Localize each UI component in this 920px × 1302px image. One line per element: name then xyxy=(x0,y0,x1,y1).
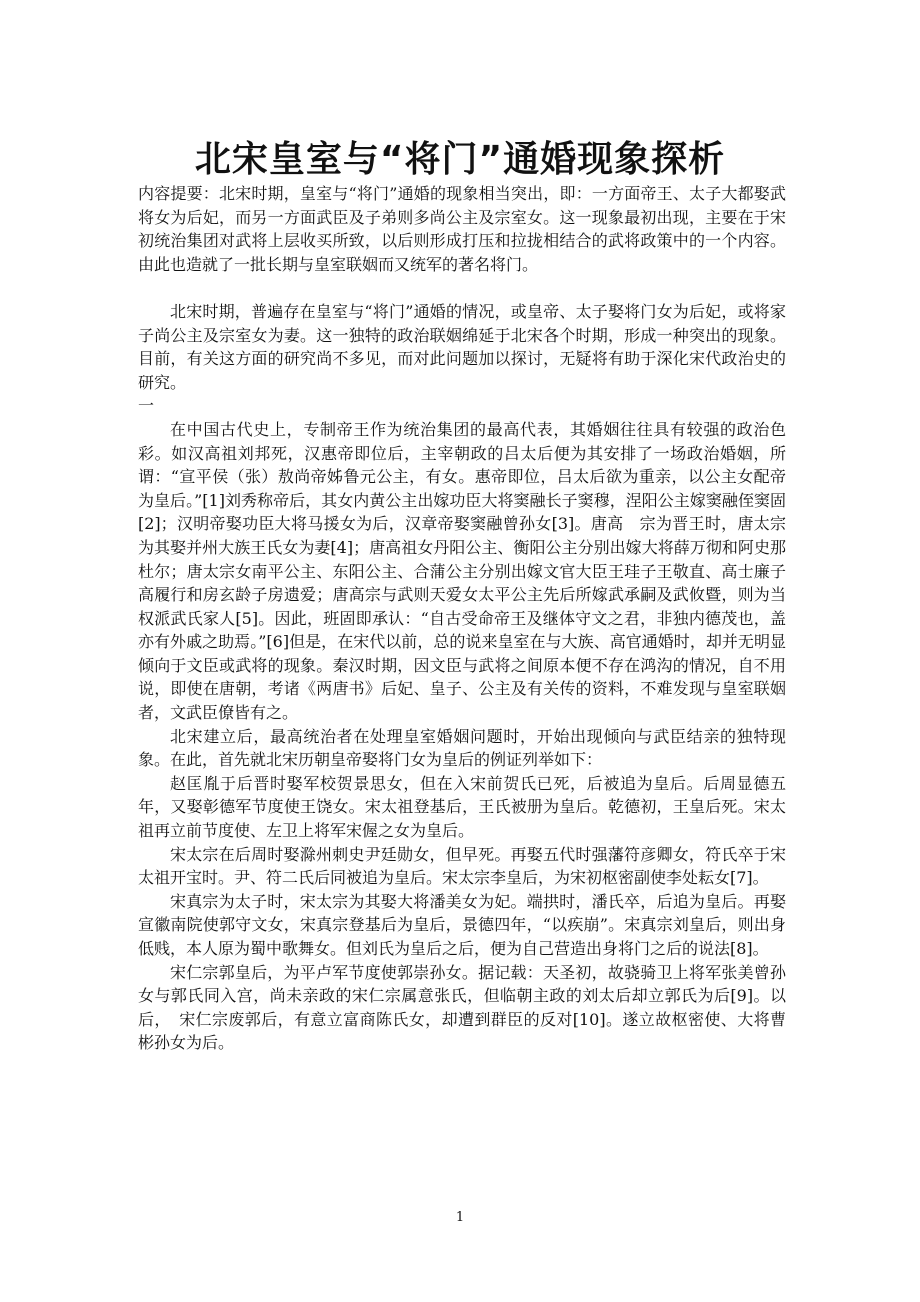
paragraph: 宋太宗在后周时娶滁州刺史尹廷勋女，但早死。再娶五代时强藩符彦卿女，符氏卒于宋太祖开宝时。尹、符二氏后同被追为皇后。宋太宗李皇后，为宋初枢密副使李处耘女[7]。 xyxy=(138,844,786,888)
document-body xyxy=(138,182,786,1055)
paragraph: 宋仁宗郭皇后，为平卢军节度使郭崇孙女。据记载：天圣初，故骁骑卫上将军张美曾孙女与郭氏同入宫，尚未亲政的宋仁宗属意张氏，但临朝主政的刘太后却立郭氏为后[9]。以后， 宋仁宗废郭后，有意立富商陈氏女，却遭到群臣的反对[10]。遂立故枢密使、大将曹彬孙女为后。 xyxy=(138,962,786,1053)
paragraph: 宋真宗为太子时，宋太宗为其娶大将潘美女为妃。端拱时，潘氏卒，后追为皇后。再娶宣徽南院使郭守文女，宋真宗登基后为皇后，景德四年，“以疾崩”。宋真宗刘皇后，则出身低贱，本人原为蜀中歌舞女。但刘氏为皇后之后，便为自己营造出身将门之后的说法[8]。 xyxy=(138,891,786,958)
page-title: 北宋皇室与“将门”通婚现象探析 xyxy=(194,139,726,181)
paragraph: 北宋建立后，最高统治者在处理皇室婚姻问题时，开始出现倾向与武臣结亲的独特现象。在此，首先就北宋历朝皇帝娶将门女为皇后的例证列举如下： xyxy=(138,726,786,770)
section-number: 一 xyxy=(138,396,155,416)
paragraph: 在中国古代史上，专制帝王作为统治集团的最高代表，其婚姻往往具有较强的政治色彩。如汉高祖刘邦死，汉惠帝即位后，主宰朝政的吕太后便为其安排了一场政治婚姻，所谓：“宣平侯（张）敖尚帝姊鲁元公主，有女。惠帝即位，吕太后欲为重亲，以公主女配帝为皇后。”[1]刘秀称帝后，其女内黄公主出嫁功臣大将窦融长子窦穆，涅阳公主嫁窦融侄窦固[2]；汉明帝娶功臣大将马援女为后，汉章帝娶窦融曾孙女[3]。唐高 宗为晋王时，唐太宗为其娶并州大族王氏女为妻[4]；唐高祖女丹阳公主、衡阳公主分别出嫁大将薛万彻和阿史那杜尔；唐太宗女南平公主、东阳公主、合蒲公主分别出嫁文官大臣王珪子王敬直、高士廉子高履行和房玄龄子房遗爱；唐高宗与武则天爱女太平公主先后所嫁武承嗣及武攸暨，则为当权派武氏家人[5]。因此，班固即承认：“自古受命帝王及继体守文之君，非独内德茂也，盖亦有外戚之助焉。”[6]但是，在宋代以前，总的说来皇室在与大族、高官通婚时，却并无明显倾向于文臣或武将的现象。秦汉时期，因文臣与武将之间原本便不存在鸿沟的情况，自不用说，即使在唐朝，考诸《两唐书》后妃、皇子、公主及有关传的资料，不难发现与皇室联姻者，文武臣僚皆有之。 xyxy=(138,419,786,723)
paragraph-intro: 北宋时期，普遍存在皇室与“将门”通婚的情况，或皇帝、太子娶将门女为后妃，或将家子尚公主及宗室女为妻。这一独特的政治联姻绵延于北宋各个时期，形成一种突出的现象。目前，有关这方面的研究尚不多见，而对此问题加以探讨，无疑将有助于深化宋代政治史的研究。 xyxy=(138,301,786,392)
paragraph: 赵匡胤于后晋时娶军校贺景思女，但在入宋前贺氏已死，后被追为皇后。后周显德五年，又娶彰德军节度使王饶女。宋太祖登基后，王氏被册为皇后。乾德初，王皇后死。宋太祖再立前节度使、左卫上将军宋偓之女为皇后。 xyxy=(138,773,786,841)
page-number: 1 xyxy=(455,1210,465,1225)
abstract: 内容提要：北宋时期，皇室与“将门”通婚的现象相当突出，即：一方面帝王、太子大都娶武将女为后妃，而另一方面武臣及子弟则多尚公主及宗室女。这一现象最初出现，主要在于宋初统治集团对武将上层收买所致，以后则形成打压和拉拢相结合的武将政策中的一个内容。由此也造就了一批长期与皇室联姻而又统军的著名将门。 xyxy=(138,184,786,274)
